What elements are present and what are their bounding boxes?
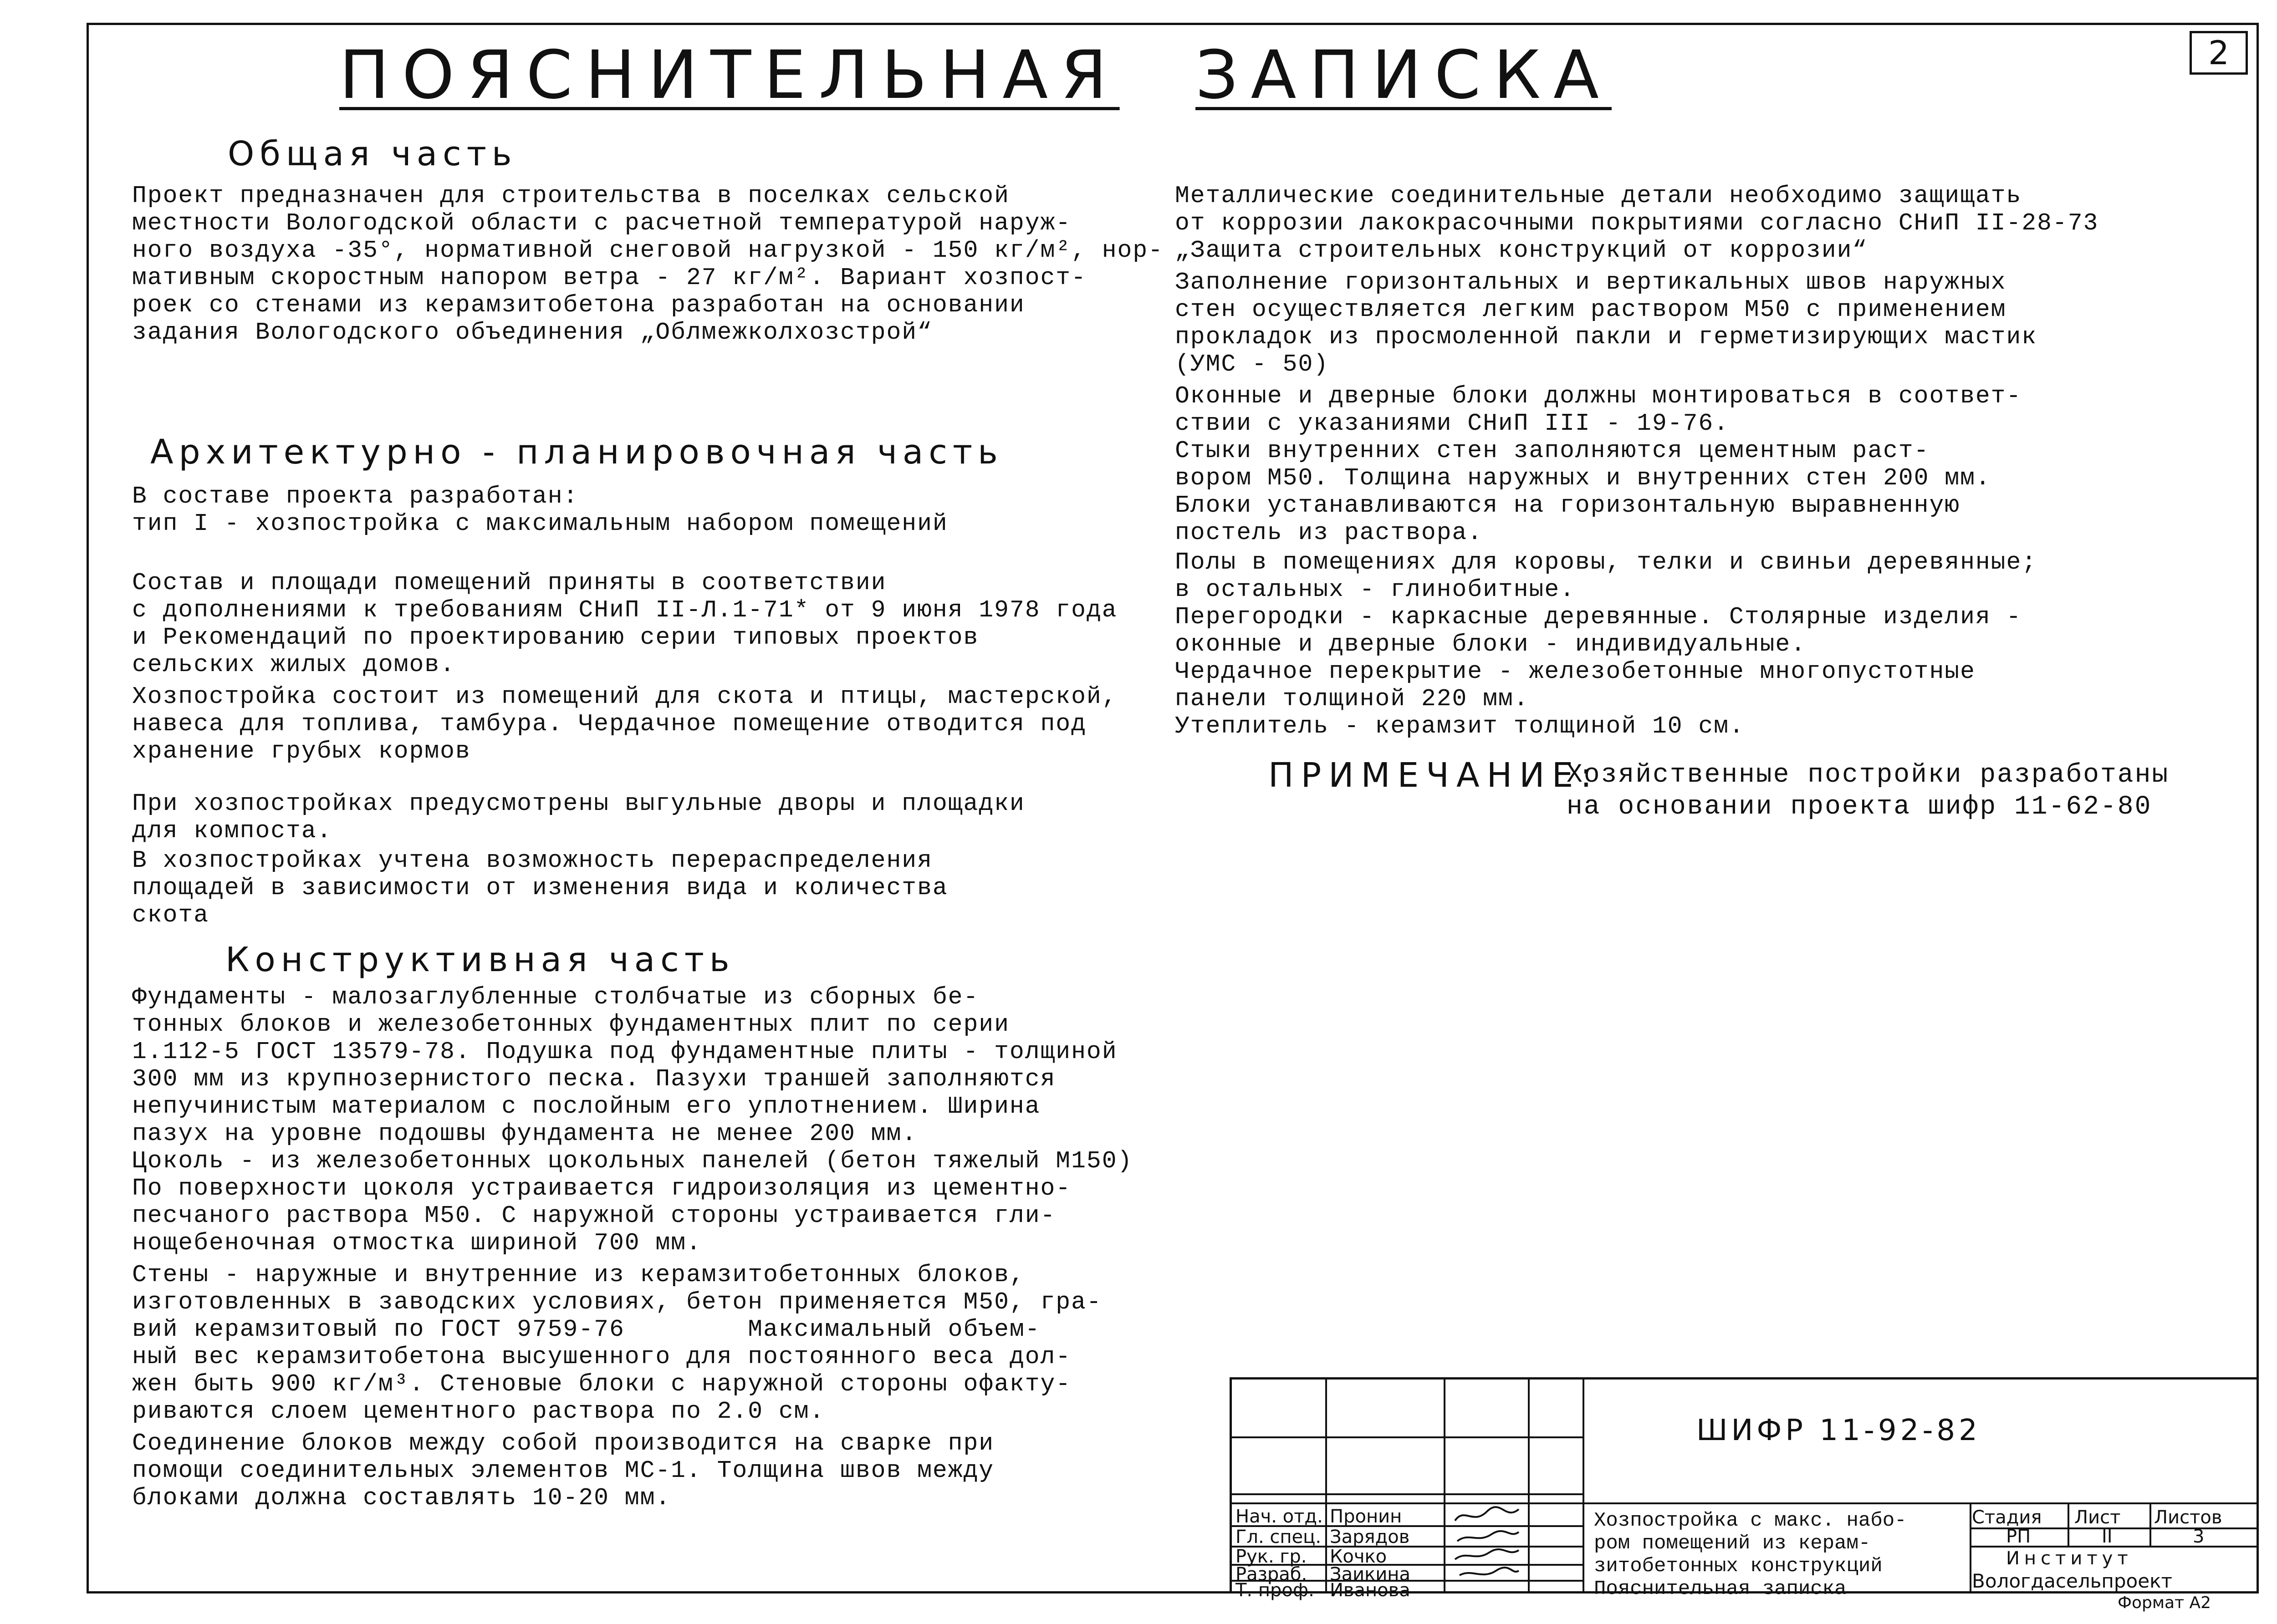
- project-code: ШИФР 11-92-82: [1696, 1414, 1981, 1447]
- architecture-building: Хозпостройка состоит из помещений для скота и птицы, мастерской, навеса для топлива, тамбура. Чердачное помещение отводится под хранение грубых кормов: [132, 683, 1118, 765]
- role-2: Гл. спец.: [1236, 1527, 1322, 1548]
- institute-label: Институт: [2006, 1548, 2133, 1569]
- sheet-value: II: [2102, 1526, 2113, 1547]
- stage-value: РП: [2006, 1526, 2031, 1547]
- sheet-number: 2: [2190, 31, 2248, 75]
- architecture-areas: Состав и площади помещений приняты в соответствии с дополнениями к требованиям СНиП II-Л.1-71* от 9 июня 1978 года и Рекомендаций по проектированию серии типовых проектов сельских жилых домов.: [132, 569, 1118, 678]
- name-2: Зарядов: [1330, 1527, 1410, 1548]
- floors-text: Полы в помещениях для коровы, телки и свиньи деревянные; в остальных - глинобитные.: [1175, 549, 2037, 603]
- architecture-composition: В составе проекта разработан: тип I - хозпостройка с максимальным набором помещений: [132, 483, 948, 537]
- partitions-text: Перегородки - каркасные деревянные. Столярные изделия - оконные и дверные блоки - индивидуальные.: [1175, 603, 2022, 658]
- construction-plinth: Цоколь - из железобетонных цокольных панелей (бетон тяжелый М150) По поверхности цоколя устраивается гидроизоляция из цементно- песчаного раствора М50. С наружной стороны устраивается гли- нощебеночная отмостка шириной 700 мм.: [132, 1147, 1133, 1257]
- stage-header: Стадия: [1972, 1507, 2042, 1528]
- title-block: [1230, 1377, 2257, 1601]
- title-word-2: ЗАПИСКА: [1195, 36, 1612, 114]
- name-3: Кочко: [1330, 1546, 1387, 1567]
- sheets-value: 3: [2193, 1526, 2205, 1547]
- name-5: Иванова: [1330, 1580, 1410, 1601]
- architecture-redistribution: В хозпостройках учтена возможность перераспределения площадей в зависимости от изменения вида и количества скота: [132, 847, 948, 929]
- heading-general: Общая часть: [228, 134, 517, 173]
- construction-foundations: Фундаменты - малозаглубленные столбчатые из сборных бе- тонных блоков и железобетонных фундаментных плит по серии 1.112-5 ГОСТ 13579-78. Подушка под фундаментные плиты - толщиной 300 мм из крупнозернистого песка. Пазухи траншей заполняются непучинистым материалом с послойным его уплотнением. Ширина пазух на уровне подошвы фундамента не менее 200 мм.: [132, 983, 1118, 1147]
- role-3: Рук. гр.: [1236, 1546, 1307, 1567]
- project-description: Хозпостройка с макс. набо- ром помещений из керам- зитобетонных конструкций Пояснительная записка: [1594, 1509, 1907, 1600]
- sheet-header: Лист: [2074, 1507, 2121, 1528]
- heading-construction: Конструктивная часть: [225, 940, 735, 979]
- role-1: Нач. отд.: [1236, 1506, 1323, 1527]
- seams-text: Заполнение горизонтальных и вертикальных швов наружных стен осуществляется легким раствором М50 с применением прокладок из просмоленной пакли и герметизирующих мастик (УМС - 50): [1175, 269, 2037, 378]
- construction-walls: Стены - наружные и внутренние из керамзитобетонных блоков, изготовленных в заводских условиях, бетон применяется М50, гра- вий керамзитовый по ГОСТ 9759-76 Максимальный объем- ный вес керамзитобетона высушенного для постоянного веса дол- жен быть 900 кг/м³. Стеновые блоки с наружной стороны офакту- риваются слоем цементного раствора по 2.0 см.: [132, 1261, 1102, 1425]
- name-4: Заикина: [1330, 1564, 1410, 1585]
- heading-architecture: Архитектурно - планировочная часть: [150, 433, 1003, 472]
- note-label: ПРИМЕЧАНИЕ:: [1268, 756, 1599, 795]
- title-word-1: ПОЯСНИТЕЛЬНАЯ: [339, 36, 1120, 114]
- role-5: Т. проф.: [1236, 1580, 1314, 1601]
- role-4: Разраб.: [1236, 1564, 1307, 1585]
- note-text: Хозяйственные постройки разработаны на основании проекта шифр 11-62-80: [1567, 760, 2170, 822]
- sheets-header: Листов: [2154, 1507, 2222, 1528]
- general-text: Проект предназначен для строительства в поселках сельской местности Вологодской области с расчетной температурой наруж- ного воздуха -35°, нормативной снеговой нагрузкой - 150 кг/м², нор- мативным скоростным напором ветра - 27 кг/м². Вариант хозпост- роек со стенами из керамзитобетона разработан на основании задания Вологодского объединения „Облмежколхозстрой“: [132, 182, 1164, 346]
- attic-text: Чердачное перекрытие - железобетонные многопустотные панели толщиной 220 мм.: [1175, 658, 1976, 713]
- construction-joints: Соединение блоков между собой производится на сварке при помощи соединительных элементов МС-1. Толщина швов между блоками должна составлять 10-20 мм.: [132, 1430, 995, 1512]
- architecture-yards: При хозпостройках предусмотрены выгульные дворы и площадки для компоста.: [132, 790, 1025, 845]
- institute-name: Вологдасельпроект: [1972, 1570, 2172, 1592]
- name-1: Пронин: [1330, 1506, 1402, 1527]
- insulation-text: Утеплитель - керамзит толщиной 10 см.: [1175, 713, 1745, 740]
- metal-parts-text: Металлические соединительные детали необходимо защищать от коррозии лакокрасочными покрытиями согласно СНиП II-28-73 „Защита строительных конструкций от коррозии“: [1175, 182, 2099, 264]
- signatures: [1450, 1493, 1523, 1589]
- windows-text: Оконные и дверные блоки должны монтироваться в соответ- ствии с указаниями СНиП III - 19-76.: [1175, 382, 2022, 437]
- inner-joints-text: Стыки внутренних стен заполняются цементным раст- вором М50. Толщина наружных и внутренних стен 200 мм. Блоки устанавливаются на горизонтальную выравненную постель из раствора.: [1175, 437, 1991, 546]
- sheet-format: Формат А2: [2118, 1593, 2211, 1612]
